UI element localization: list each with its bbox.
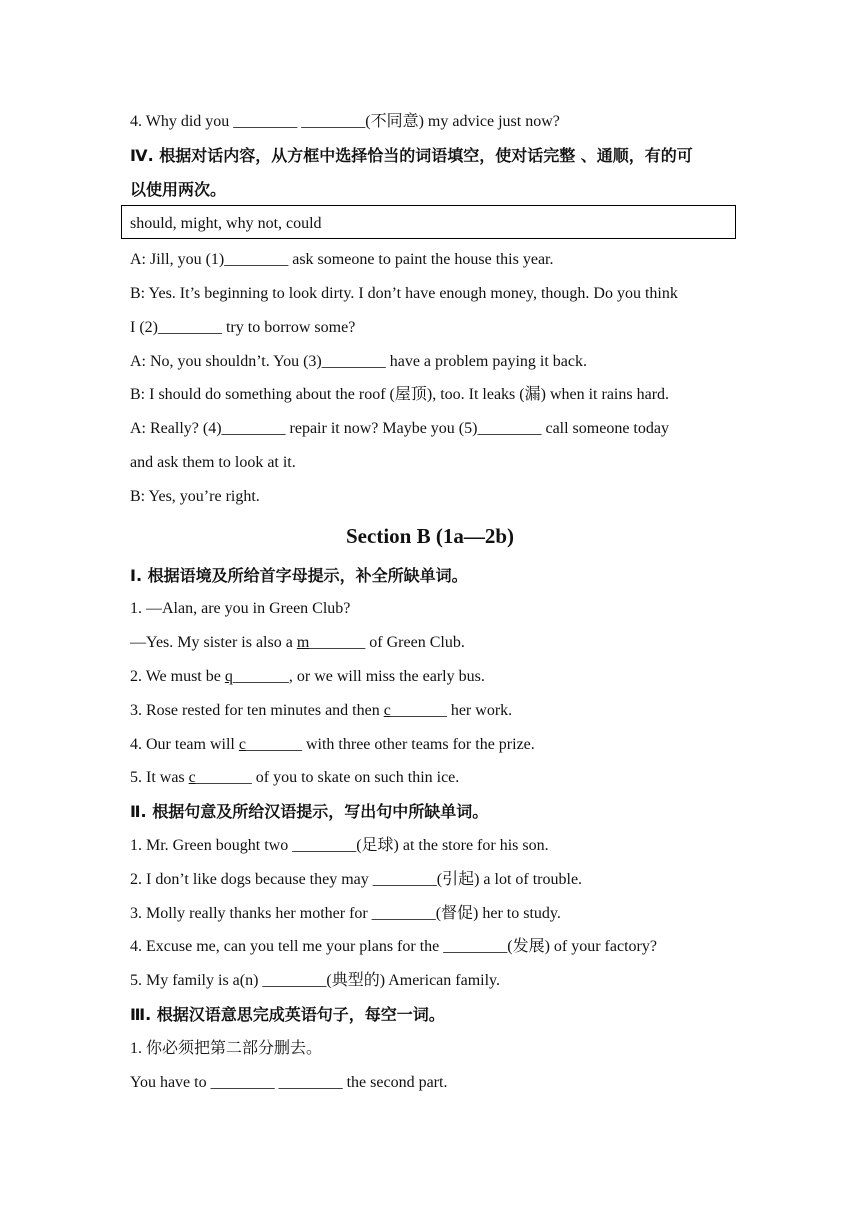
section-heading: Ⅲ. 根据汉语意思完成英语句子，每空一词。 xyxy=(130,1005,445,1024)
question-text: 4. Excuse me, can you tell me your plans for the ________(发展) of your factory? xyxy=(130,938,657,955)
dialogue-line: A: Jill, you (1)________ ask someone to paint the house this year. xyxy=(130,251,554,268)
dialogue-line: A: Really? (4)________ repair it now? Maybe you (5)________ call someone today xyxy=(130,420,669,437)
question-text: 5. It was c_______ of you to skate on such thin ice. xyxy=(130,769,460,786)
question-text: 2. We must be q_______, or we will miss the early bus. xyxy=(130,668,485,685)
hint-letter: c xyxy=(188,769,196,786)
dialogue-line: B: Yes, you’re right. xyxy=(130,488,260,505)
question-text: 1. Mr. Green bought two ________(足球) at the store for his son. xyxy=(130,837,549,854)
hint-letter: c xyxy=(383,702,391,719)
dialogue-line: and ask them to look at it. xyxy=(130,454,296,471)
word-box xyxy=(121,205,736,239)
question-text: 3. Molly really thanks her mother for ________(督促) her to study. xyxy=(130,905,561,922)
dialogue-line: B: I should do something about the roof (屋顶), too. It leaks (漏) when it rains hard. xyxy=(130,386,670,403)
hint-letter: c xyxy=(238,736,246,753)
section-heading: Ⅰ. 根据语境及所给首字母提示，补全所缺单词。 xyxy=(130,566,468,585)
question-text: —Yes. My sister is also a m_______ of Green Club. xyxy=(130,634,465,651)
question-text: 4. Our team will c_______ with three other teams for the prize. xyxy=(130,736,535,753)
question-text: 2. I don’t like dogs because they may ________(引起) a lot of trouble. xyxy=(130,871,583,888)
section-heading: Ⅳ. 根据对话内容，从方框中选择恰当的词语填空，使对话完整 、通顺，有的可 xyxy=(130,146,693,165)
question-text: 5. My family is a(n) ________(典型的) American family. xyxy=(130,972,501,989)
word-box-text: should, might, why not, could xyxy=(130,215,322,232)
dialogue-line: I (2)________ try to borrow some? xyxy=(130,319,356,336)
hint-letter: m xyxy=(296,634,310,651)
section-heading: 以使用两次。 xyxy=(130,180,227,199)
question-text: 4. Why did you ________ ________(不同意) my advice just now? xyxy=(130,113,560,130)
dialogue-line: A: No, you shouldn’t. You (3)________ have a problem paying it back. xyxy=(130,353,587,370)
question-text: 1. 你必须把第二部分删去。 xyxy=(130,1040,323,1057)
question-text: 1. —Alan, are you in Green Club? xyxy=(130,600,351,617)
section-heading: Ⅱ. 根据句意及所给汉语提示，写出句中所缺单词。 xyxy=(130,802,489,821)
question-text: 3. Rose rested for ten minutes and then c_______ her work. xyxy=(130,702,513,719)
dialogue-line: B: Yes. It’s beginning to look dirty. I don’t have enough money, though. Do you think xyxy=(130,285,678,302)
hint-letter: q xyxy=(224,668,233,685)
question-text: You have to ________ ________ the second part. xyxy=(130,1074,448,1091)
section-title: Section B (1a—2b) xyxy=(346,524,514,548)
